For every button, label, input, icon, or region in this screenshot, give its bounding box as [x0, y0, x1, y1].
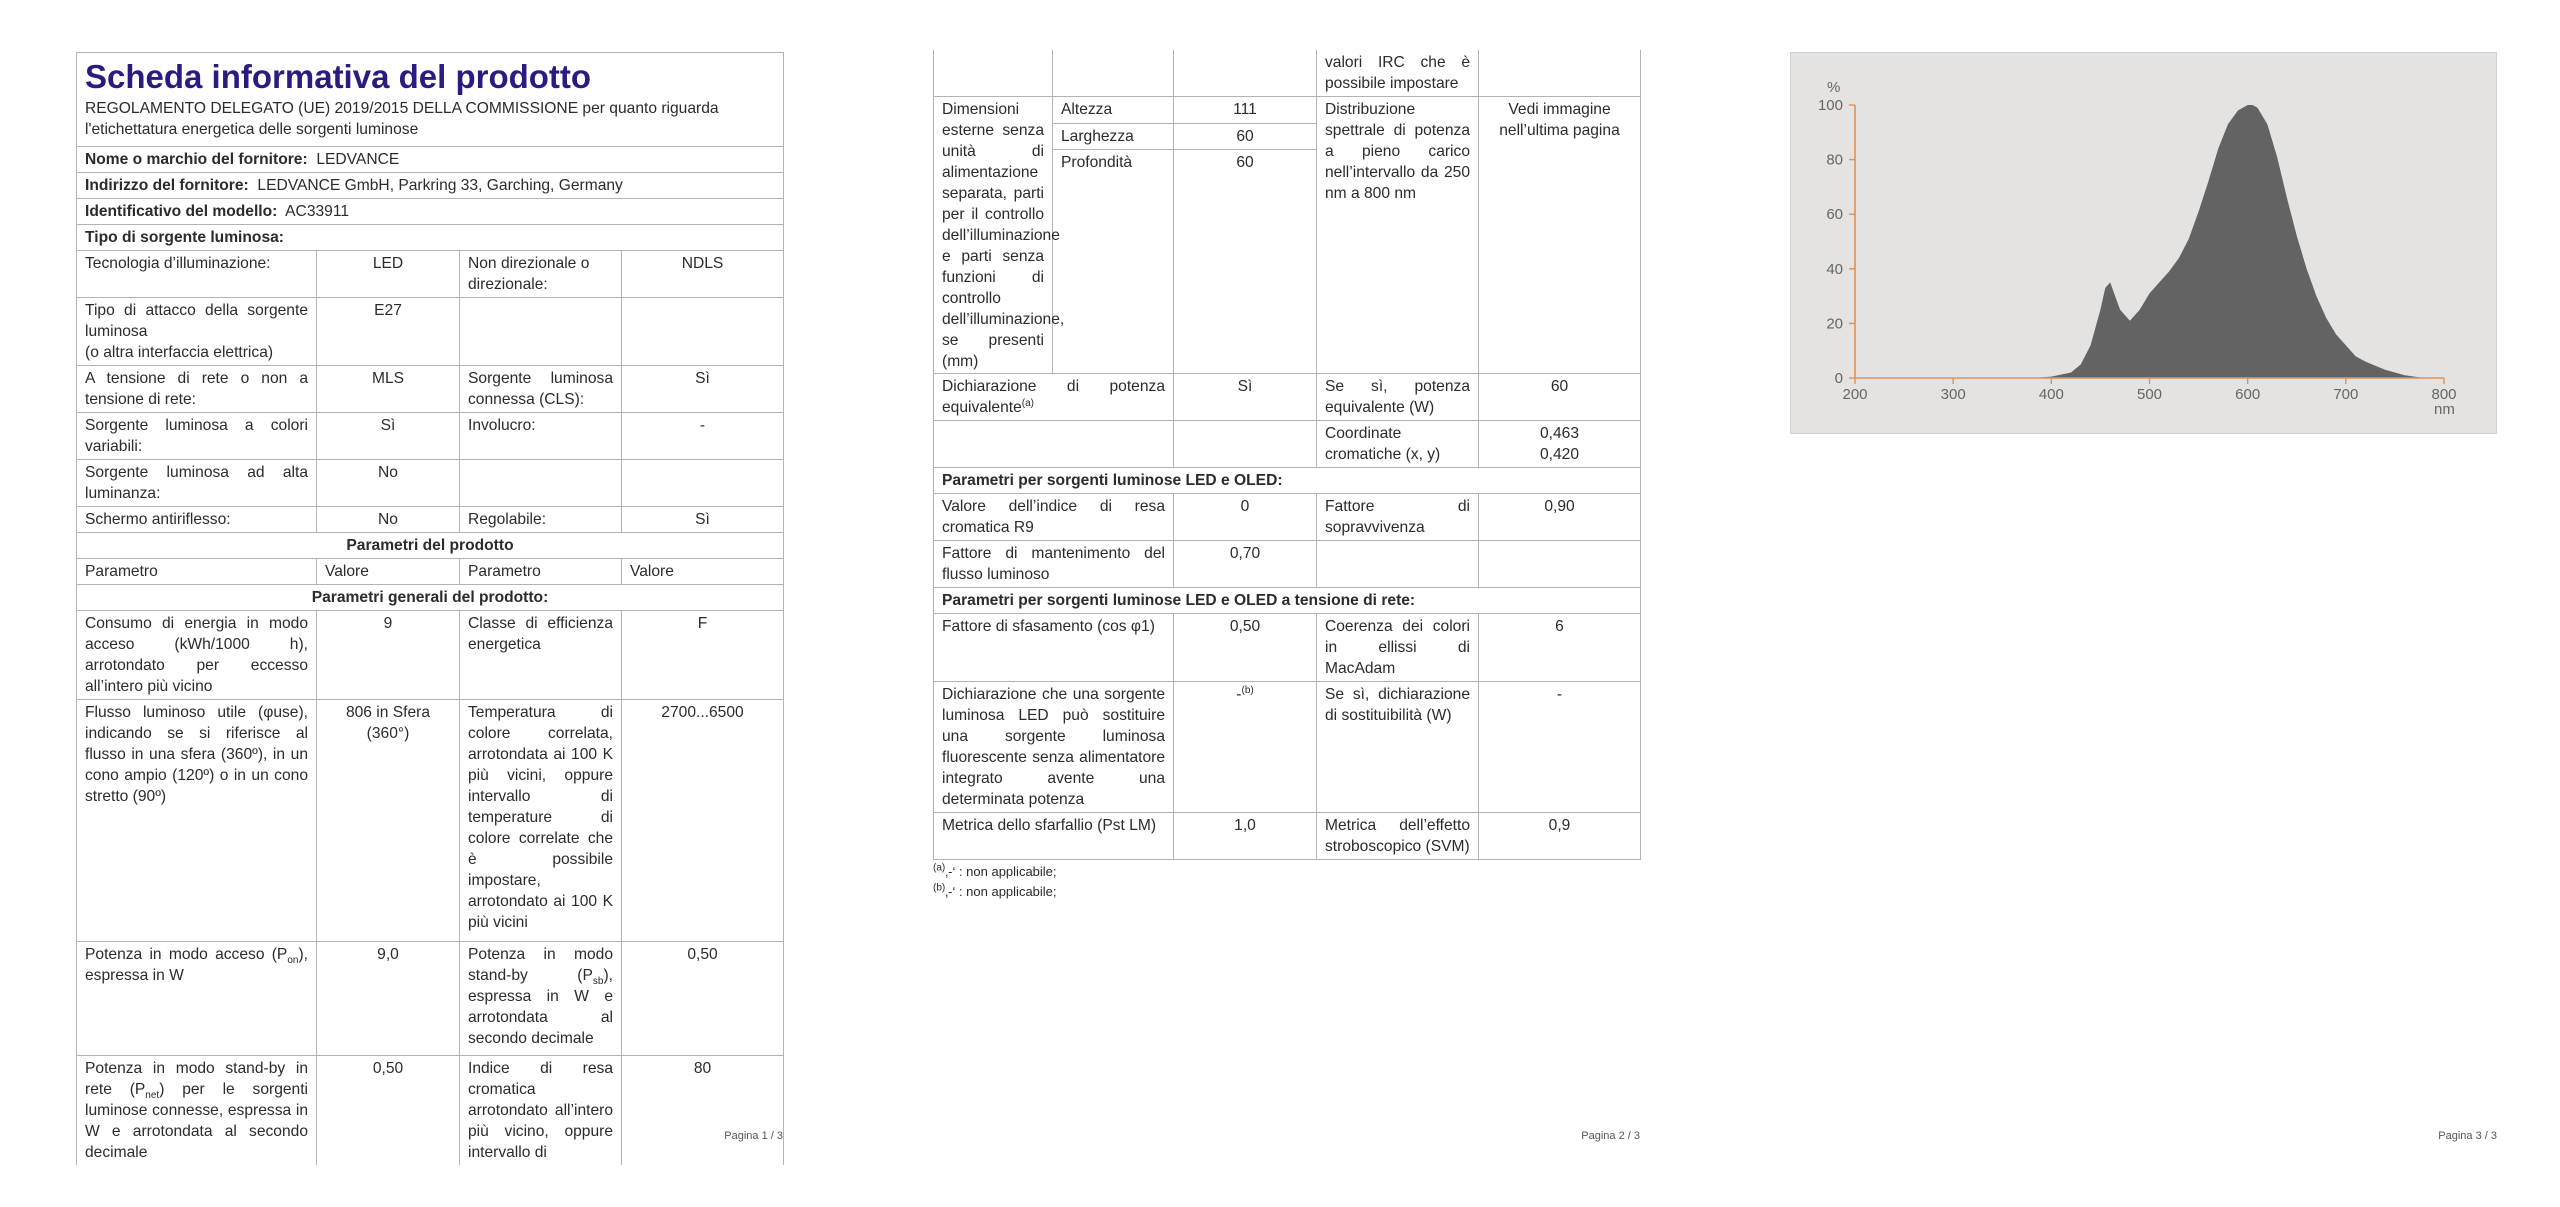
footnote-a-ref: (a): [1021, 397, 1035, 409]
networked-standby-label-a: Potenza in modo stand-by in rete (P: [85, 1060, 308, 1098]
dimensions-label: Dimensioni esterne senza unità di alimentazione separata, parti per il controllo dell’illuminazione e parti senza funzioni di controllo dell’illuminazione, se presenti (mm): [934, 97, 1053, 374]
empty-cell: [1317, 541, 1479, 588]
efficiency-class-value: F: [622, 611, 784, 700]
r9-value: 0: [1174, 494, 1317, 541]
networked-standby-label-sub: net: [145, 1090, 160, 1102]
height-value: 111: [1174, 97, 1317, 124]
empty-cell: [1053, 50, 1174, 97]
width-label: Larghezza: [1053, 123, 1174, 150]
product-info-table-page-2: [933, 50, 1641, 860]
spectral-label: Distribuzione spettrale di potenza a pieno carico nell’intervallo da 250 nm a 800 nm: [1317, 97, 1479, 374]
non-directional-label: Non direzionale o direzionale:: [460, 251, 622, 298]
supplier-name-value: LEDVANCE: [316, 151, 400, 168]
model-label: Identificativo del modello:: [85, 203, 278, 220]
empty-cell: [1479, 541, 1641, 588]
mains-value: MLS: [317, 366, 460, 413]
energy-consumption-label: Consumo di energia in modo acceso (kWh/1000 h), arrotondato per eccesso all’intero più vicino: [77, 611, 317, 700]
spectral-value: Vedi immagine nell’ultima pagina: [1479, 97, 1641, 374]
energy-consumption-value: 9: [317, 611, 460, 700]
footnote-a: [933, 862, 1640, 882]
stroboscopic-value: 0,9: [1479, 813, 1641, 860]
footnote-b-text: ‚-‘ : non applicabile;: [945, 884, 1057, 899]
equiv-power-claim-value: Sì: [1174, 374, 1317, 421]
replacement-claim-dash: -: [1236, 686, 1242, 703]
empty-cell: [1174, 421, 1317, 468]
empty-cell: [622, 460, 784, 507]
empty-cell: [1479, 50, 1641, 97]
general-params-header: Parametri generali del prodotto:: [77, 585, 784, 611]
survival-label: Fattore di sopravvivenza: [1317, 494, 1479, 541]
param-column-header: Parametro: [77, 559, 317, 585]
footnote-a-text: ‚-‘ : non applicabile;: [945, 864, 1057, 879]
empty-cell: [460, 460, 622, 507]
model-value: AC33911: [285, 203, 350, 220]
anti-glare-label: Schermo antiriflesso:: [77, 507, 317, 533]
equiv-power-label: Se sì, potenza equivalente (W): [1317, 374, 1479, 421]
non-directional-value: NDLS: [622, 251, 784, 298]
x-tick-label: 700: [2333, 386, 2359, 403]
y-tick-label: 60: [1826, 206, 1843, 224]
depth-label: Profondità: [1053, 150, 1174, 374]
cap-type-label-line-2: (o altra interfaccia elettrica): [85, 344, 274, 361]
envelope-value: -: [622, 413, 784, 460]
x-tick-label: 200: [1842, 386, 1868, 403]
height-label: Altezza: [1053, 97, 1174, 124]
param-column-header: Parametro: [460, 559, 622, 585]
equiv-power-value: 60: [1479, 374, 1641, 421]
empty-cell: [934, 421, 1174, 468]
displacement-label: Fattore di sfasamento (cos φ1): [934, 614, 1174, 682]
cct-label: Temperatura di colore correlata, arrotondata ai 100 K più vicini, oppure intervallo di temperature di colore correlate che è possibile impostare, arrotondato ai 100 K più vicini: [460, 700, 622, 942]
displacement-value: 0,50: [1174, 614, 1317, 682]
empty-cell: [934, 50, 1053, 97]
lumen-maintenance-label: Fattore di mantenimento del flusso luminoso: [934, 541, 1174, 588]
y-tick-label: 0: [1834, 370, 1843, 387]
spectrum-area: [2032, 105, 2425, 378]
chromaticity-y: 0,420: [1539, 446, 1580, 463]
supplier-name-row: [77, 147, 784, 173]
colour-tunable-label: Sorgente luminosa a colori variabili:: [77, 413, 317, 460]
colour-consistency-value: 6: [1479, 614, 1641, 682]
page-number: Pagina 1 / 3: [724, 1130, 783, 1142]
anti-glare-value: No: [317, 507, 460, 533]
cri-label-continued: valori IRC che è possibile impostare: [1317, 50, 1479, 97]
y-tick-label: 20: [1826, 315, 1843, 333]
stroboscopic-label: Metrica dell’effetto stroboscopico (SVM): [1317, 813, 1479, 860]
cap-type-label: [77, 298, 317, 366]
x-axis-label: nm: [2434, 401, 2455, 418]
flicker-label: Metrica dello sfarfallio (Pst LM): [934, 813, 1174, 860]
supplier-address-label: Indirizzo del fornitore:: [85, 177, 249, 194]
y-axis-label: %: [1827, 79, 1841, 96]
supplier-name-label: Nome o marchio del fornitore:: [85, 151, 308, 168]
standby-value: 0,50: [622, 942, 784, 1056]
on-power-label-b: ), espressa in W: [85, 946, 308, 984]
model-row: [77, 199, 784, 225]
page-number: Pagina 2 / 3: [1581, 1130, 1640, 1142]
replacement-power-label: Se sì, dichiarazione di sostituibilità (W): [1317, 682, 1479, 813]
regulation-subtitle: REGOLAMENTO DELEGATO (UE) 2019/2015 DELLA COMMISSIONE per quanto riguarda l'etichettatura energetica delle sorgenti luminose: [85, 100, 719, 138]
colour-tunable-value: Sì: [317, 413, 460, 460]
flicker-value: 1,0: [1174, 813, 1317, 860]
footnotes: [933, 862, 1640, 902]
x-tick-label: 600: [2235, 386, 2261, 403]
footnote-b-ref: (b): [1241, 684, 1254, 696]
chromaticity-value: [1479, 421, 1641, 468]
replacement-claim-value: [1174, 682, 1317, 813]
cap-type-label-line-1: Tipo di attacco della sorgente luminosa: [85, 302, 308, 340]
standby-label-b: ), espressa in W e arrotondata al secondo decimale: [468, 967, 613, 1047]
networked-standby-label: [77, 1056, 317, 1166]
x-tick-label: 300: [1940, 386, 1966, 403]
chromaticity-label: Coordinate cromatiche (x, y): [1317, 421, 1479, 468]
product-params-header: Parametri del prodotto: [77, 533, 784, 559]
x-tick-label: 500: [2136, 386, 2163, 403]
high-luminance-value: No: [317, 460, 460, 507]
standby-label-sub: sb: [592, 976, 604, 988]
x-tick-label: 400: [2038, 386, 2064, 403]
lighting-tech-value: LED: [317, 251, 460, 298]
lighting-tech-label: Tecnologia d’illuminazione:: [77, 251, 317, 298]
header-cell: [77, 53, 784, 147]
empty-cell: [460, 298, 622, 366]
page-2: [933, 0, 1640, 1207]
chromaticity-x: 0,463: [1539, 425, 1580, 442]
dimmable-value: Sì: [622, 507, 784, 533]
luminous-flux-label: Flusso luminoso utile (φuse), indicando se si riferisce al flusso in una sfera (360º), in un cono ampio (120º) o in un cono stretto (90º): [77, 700, 317, 942]
efficiency-class-label: Classe di efficienza energetica: [460, 611, 622, 700]
source-type-label: Tipo di sorgente luminosa:: [77, 225, 784, 251]
equiv-power-claim-text: Dichiarazione di potenza equivalente: [942, 378, 1165, 416]
dimmable-label: Regolabile:: [460, 507, 622, 533]
connected-label: Sorgente luminosa connessa (CLS):: [460, 366, 622, 413]
on-power-label-a: Potenza in modo acceso (P: [85, 946, 288, 963]
value-column-header: Valore: [622, 559, 784, 585]
equiv-power-claim-label: [934, 374, 1174, 421]
footnote-b-mark: (b): [933, 882, 946, 894]
cri-label: Indice di resa cromatica arrotondato all’intero più vicino, oppure intervallo di: [460, 1056, 622, 1166]
colour-consistency-label: Coerenza dei colori in ellissi di MacAdam: [1317, 614, 1479, 682]
replacement-claim-label: Dichiarazione che una sorgente luminosa LED può sostituire una sorgente luminosa fluorescente senza alimentatore integrato avente una determinata potenza: [934, 682, 1174, 813]
on-power-label: [77, 942, 317, 1056]
standby-label: [460, 942, 622, 1056]
value-column-header: Valore: [317, 559, 460, 585]
page-3: [1790, 0, 2497, 1207]
cap-type-value: E27: [317, 298, 460, 366]
supplier-address-value: LEDVANCE GmbH, Parkring 33, Garching, Germany: [257, 177, 623, 194]
connected-value: Sì: [622, 366, 784, 413]
lumen-maintenance-value: 0,70: [1174, 541, 1317, 588]
footnote-b: [933, 882, 1640, 902]
spectral-distribution-chart: [1790, 52, 2497, 434]
supplier-address-row: [77, 173, 784, 199]
y-tick-label: 40: [1826, 260, 1843, 278]
cct-value: 2700...6500: [622, 700, 784, 942]
survival-value: 0,90: [1479, 494, 1641, 541]
on-power-label-sub: on: [287, 955, 299, 967]
footnote-a-mark: (a): [933, 862, 946, 874]
empty-cell: [1174, 50, 1317, 97]
empty-cell: [622, 298, 784, 366]
cri-value: 80: [622, 1056, 784, 1166]
y-tick-label: 100: [1817, 97, 1843, 114]
product-info-table-page-1: [76, 52, 784, 1165]
width-value: 60: [1174, 123, 1317, 150]
envelope-label: Involucro:: [460, 413, 622, 460]
x-tick-label: 800: [2431, 386, 2457, 403]
networked-standby-label-b: ) per le sorgenti luminose connesse, espressa in W e arrotondata al secondo decimale: [85, 1081, 309, 1161]
depth-value: 60: [1174, 150, 1317, 374]
high-luminance-label: Sorgente luminosa ad alta luminanza:: [77, 460, 317, 507]
on-power-value: 9,0: [317, 942, 460, 1056]
networked-standby-value: 0,50: [317, 1056, 460, 1166]
page-1: [76, 0, 783, 1207]
standby-label-a: Potenza in modo stand-by (P: [468, 946, 613, 984]
replacement-power-value: -: [1479, 682, 1641, 813]
luminous-flux-value: 806 in Sfera (360°): [317, 700, 460, 942]
page-number: Pagina 3 / 3: [2438, 1130, 2497, 1142]
y-tick-label: 80: [1826, 151, 1843, 169]
mains-label: A tensione di rete o non a tensione di rete:: [77, 366, 317, 413]
led-mains-params-header: Parametri per sorgenti luminose LED e OLED a tensione di rete:: [934, 588, 1641, 614]
r9-label: Valore dell’indice di resa cromatica R9: [934, 494, 1174, 541]
led-params-header: Parametri per sorgenti luminose LED e OLED:: [934, 468, 1641, 494]
page-title: Scheda informativa del prodotto: [85, 58, 592, 95]
spectral-chart-svg: [1791, 53, 2496, 433]
